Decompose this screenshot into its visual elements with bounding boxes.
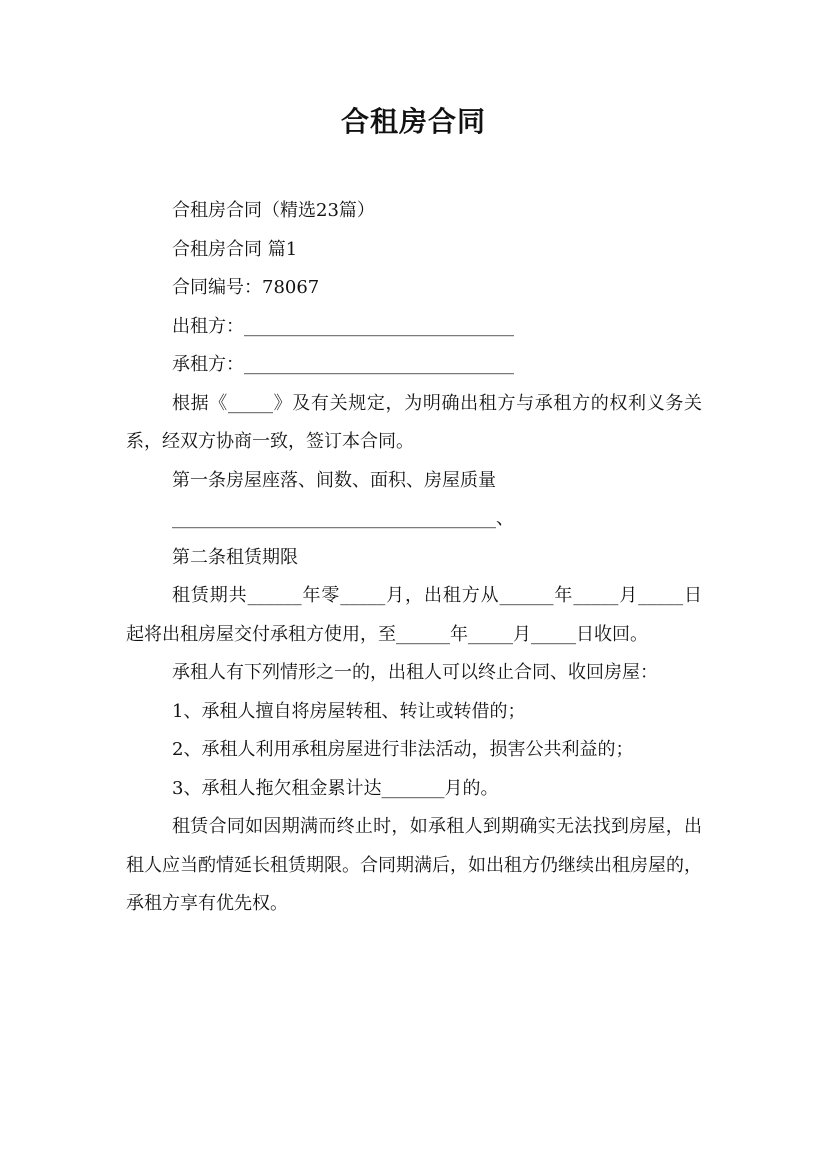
paragraph-lessor: 出租方：______________________________ xyxy=(172,315,514,337)
paragraph-condition-2: 2、承租人利用承租房屋进行非法活动，损害公共利益的； xyxy=(172,739,634,760)
paragraph-termination-conditions: 承租人有下列情形之一的，出租人可以终止合同、收回房屋： xyxy=(172,662,658,683)
paragraph-chapter-heading: 合租房合同 篇1 xyxy=(172,238,298,260)
paragraph-lease-term: 租赁期共______年零_____月，出租方从______年_____月_____日起将出租房屋交付承租方使用，至______年_____月_____日收回。 xyxy=(126,585,702,645)
paragraph-article-two: 第二条租赁期限 xyxy=(172,546,298,568)
paragraph-article-one-blank: ____________________________________、 xyxy=(172,508,514,529)
paragraph-contract-number: 合同编号：78067 xyxy=(172,277,320,298)
paragraph-article-one: 第一条房屋座落、间数、面积、房屋质量 xyxy=(172,469,496,491)
paragraph-collection-title: 合租房合同（精选23篇） xyxy=(172,200,375,221)
paragraph-preamble: 根据《_____》及有关规定，为明确出租方与承租方的权利义务关系，经双方协商一致，签订本合同。 xyxy=(126,392,702,452)
paragraph-condition-3: 3、承租人拖欠租金累计达_______月的。 xyxy=(172,777,499,799)
document-body xyxy=(126,192,702,924)
document-title: 合租房合同 xyxy=(340,105,486,138)
paragraph-condition-1: 1、承租人擅自将房屋转租、转让或转借的； xyxy=(172,700,526,722)
paragraph-lessee: 承租方：______________________________ xyxy=(172,354,514,375)
paragraph-renewal: 租赁合同如因期满而终止时，如承租人到期确实无法找到房屋，出租人应当酌情延长租赁期限。合同期满后，如出租方仍继续出租房屋的，承租方享有优先权。 xyxy=(126,816,702,914)
